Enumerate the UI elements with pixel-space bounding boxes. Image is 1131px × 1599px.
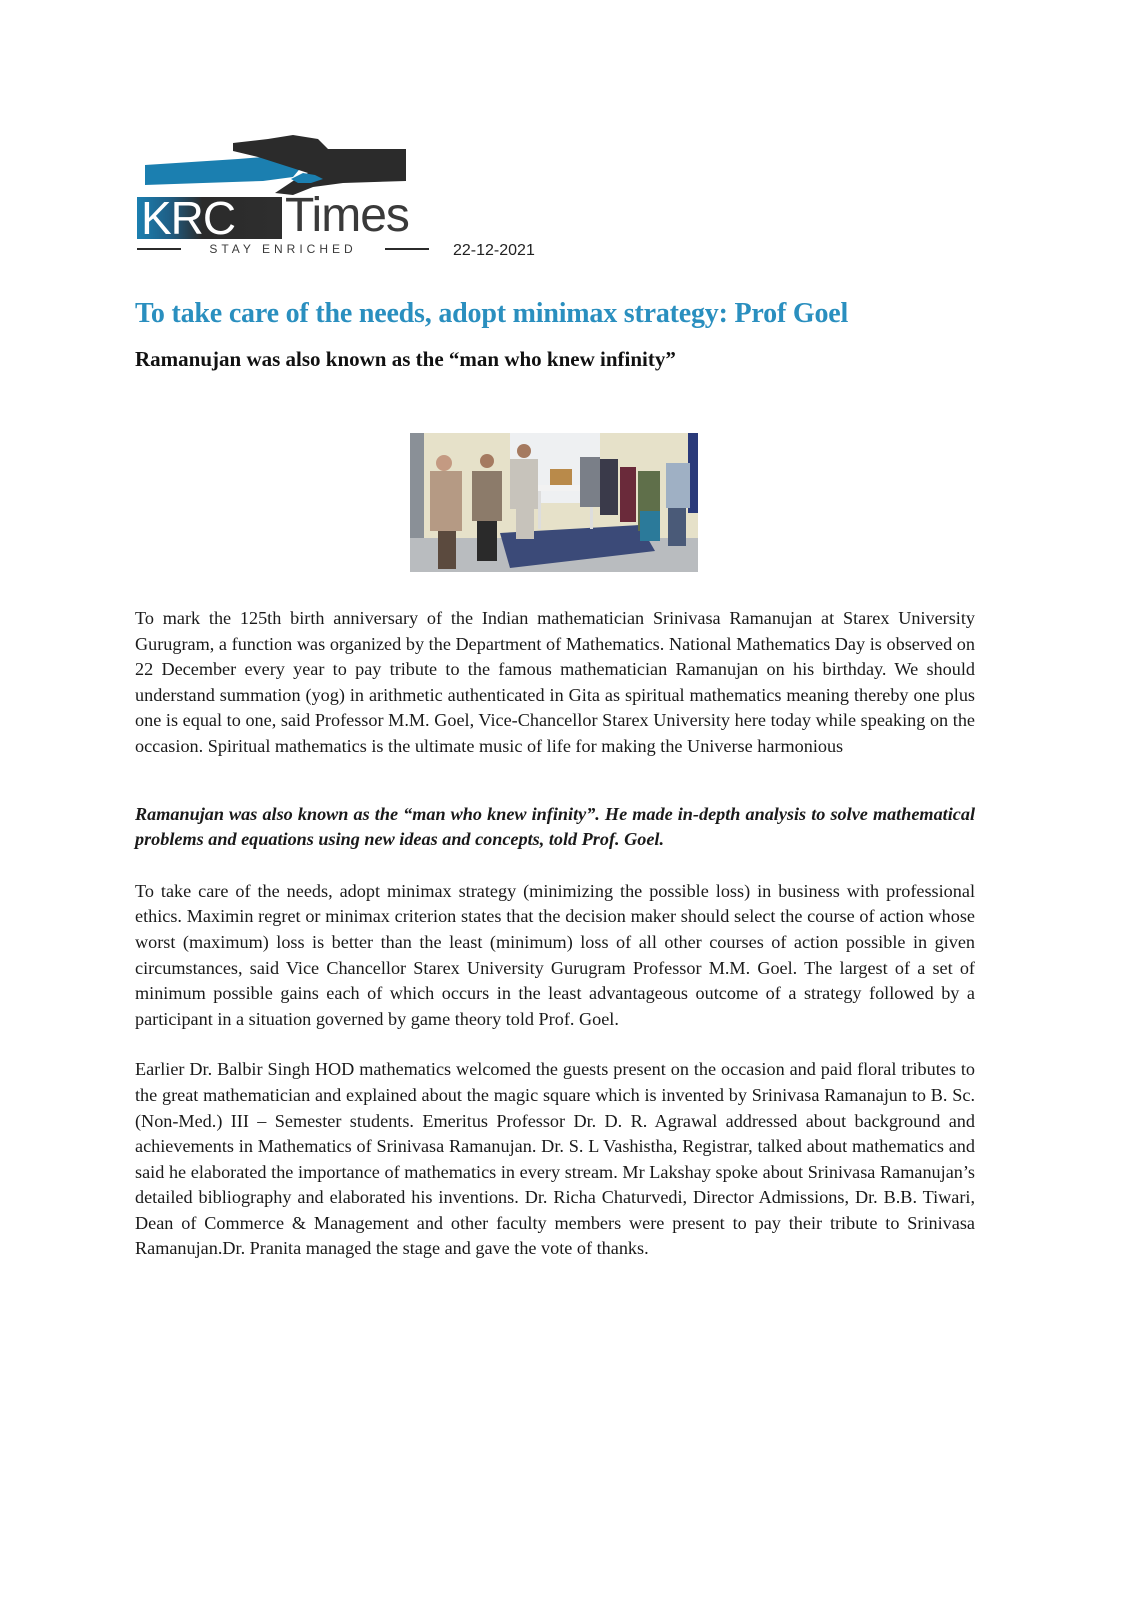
tagline-rule-right — [385, 248, 429, 250]
logo-tagline: STAY ENRICHED — [209, 242, 357, 256]
krc-times-logo — [135, 135, 435, 260]
article-paragraph-intro: To mark the 125th birth anniversary of the Indian mathematician Srinivasa Ramanujan at Starex University Gurugram, a function was organized by the Department of Mathematics. National Mathematics Day is observed on 22 December every year to pay tribute to the famous mathematician Ramanujan on his birthday. We should understand summation (yog) in arithmetic authenticated in Gita as spiritual mathematics meaning thereby one plus one is equal to one, said Professor M.M. Goel, Vice-Chancellor Starex University here today while speaking on the occasion. Spiritual mathematics is the ultimate music of life for making the Universe harmonious — [135, 608, 975, 756]
article-body — [135, 606, 975, 1287]
handshake-icon — [143, 135, 408, 197]
logo-tagline-row — [137, 241, 429, 257]
article-paragraph-minimax: To take care of the needs, adopt minimax strategy (minimizing the possible loss) in business with professional ethics. Maximin regret or minimax criterion states that the decision maker should select the course of action whose worst (maximum) loss is better than the least (minimum) loss of all other courses of action possible in given circumstances, said Vice Chancellor Starex University Gurugram Professor M.M. Goel. The largest of a set of minimum possible gains each of which occurs in the least advantageous outcome of a strategy followed by a participant in a situation governed by game theory told Prof. Goel. — [135, 880, 975, 1029]
logo-times-text: Times — [285, 189, 409, 242]
article-subheadline: Ramanujan was also known as the “man who knew infinity” — [135, 347, 676, 371]
group-photo-illustration — [410, 433, 698, 572]
article-paragraph-event: Earlier Dr. Balbir Singh HOD mathematics welcomed the guests present on the occasion and paid floral tributes to the great mathematician and explained about the magic square which is invented by Srinivasa Ramanajun to B. Sc. (Non-Med.) III – Semester students. Emeritus Professor Dr. D. R. Agrawal addressed about background and achievements in Mathematics of Srinivasa Ramanujan. Dr. S. L Vashistha, Registrar, talked about mathematics and said he elaborated the importance of mathematics in every stream. Mr Lakshay spoke about Srinivasa Ramanujan’s detailed bibliography and elaborated his inventions. Dr. Richa Chaturvedi, Director Admissions, Dr. B.B. Tiwari, Dean of Commerce & Management and other faculty members were present to pay their tribute to Srinivasa Ramanujan.Dr. Pranita managed the stage and gave the vote of thanks. — [135, 1059, 975, 1259]
logo-krc-text: KRC — [137, 197, 282, 239]
event-group-photo — [410, 433, 698, 572]
tagline-rule-left — [137, 248, 181, 250]
article-pull-quote: Ramanujan was also known as the “man who knew infinity”. He made in-depth analysis to solve mathematical problems and equations using new ideas and concepts, told Prof. Goel. — [135, 803, 975, 850]
publication-date: 22-12-2021 — [453, 242, 535, 259]
article-headline: To take care of the needs, adopt minimax strategy: Prof Goel — [135, 298, 849, 329]
